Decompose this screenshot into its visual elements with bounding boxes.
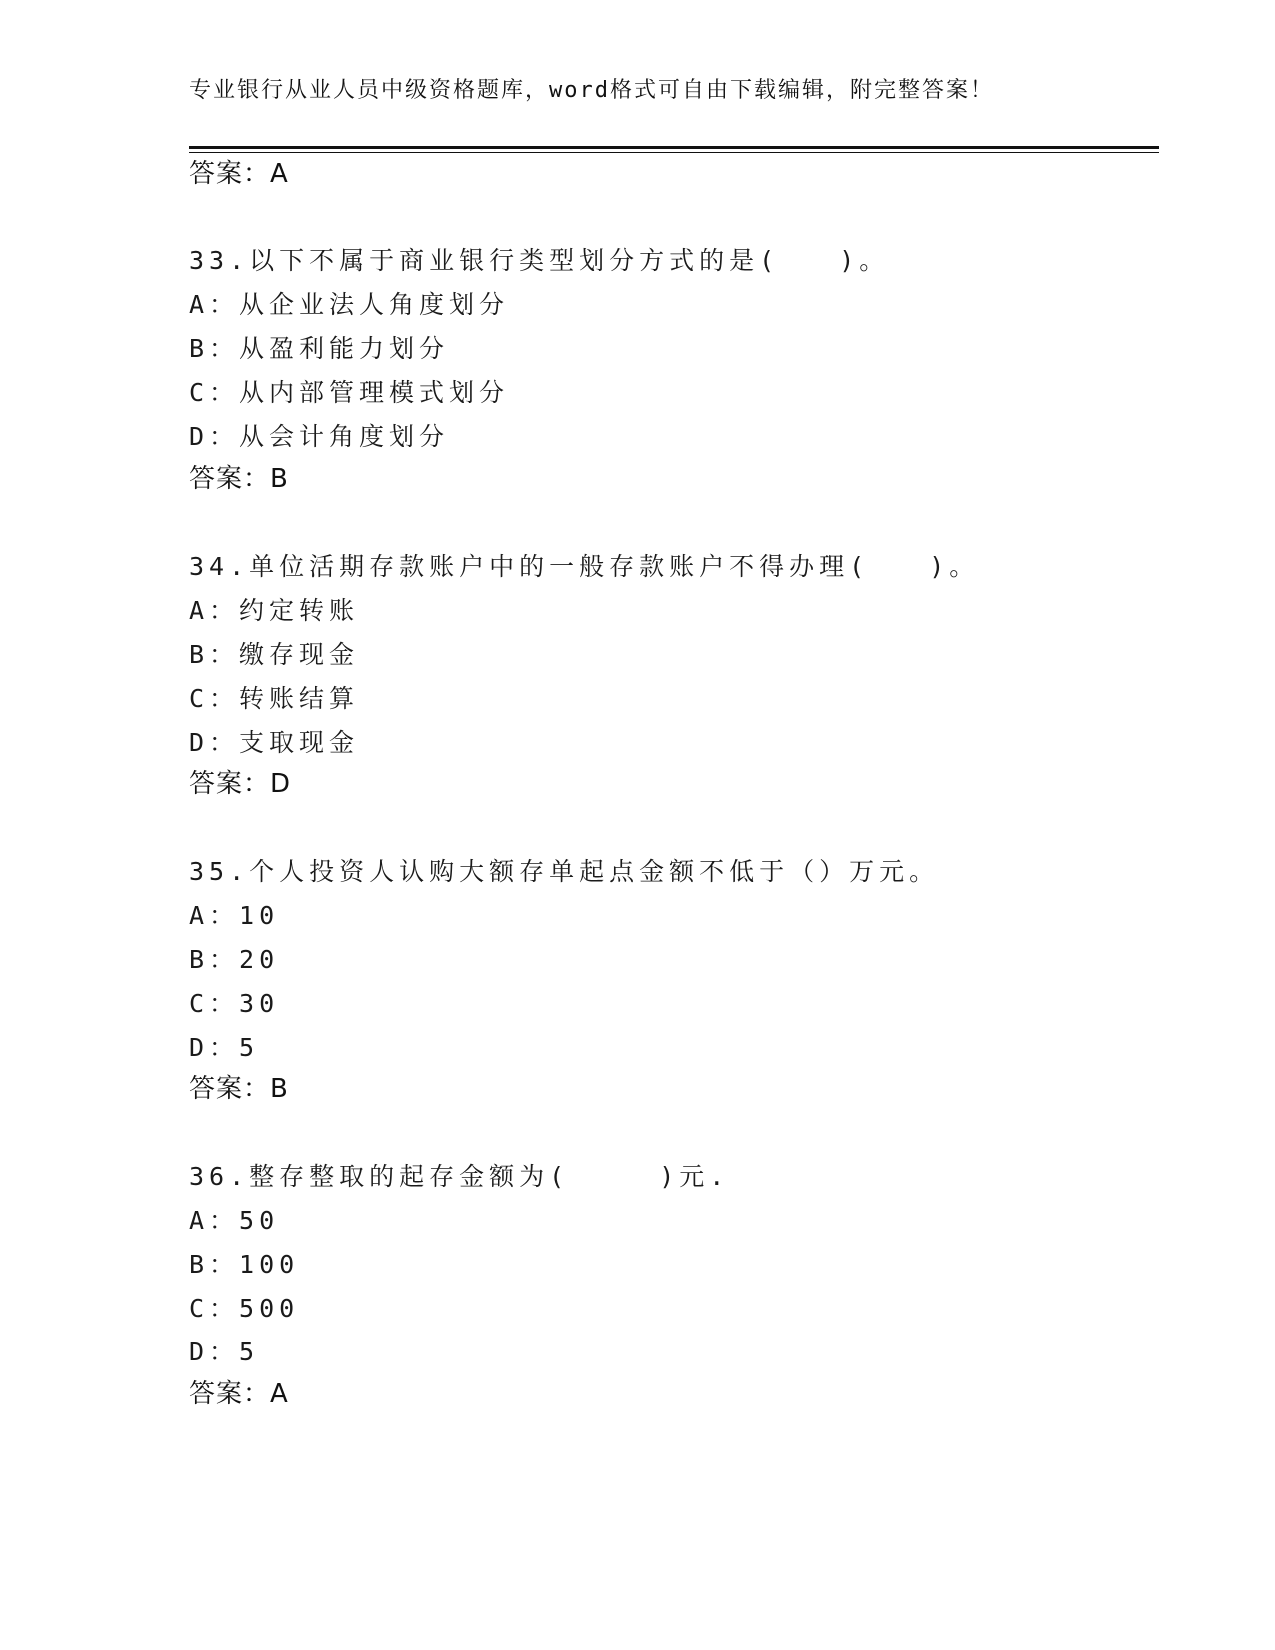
option-d: D：5 xyxy=(189,1337,260,1366)
question-stem: 36.整存整取的起存金额为( )元. xyxy=(189,1162,730,1191)
option-b: B：20 xyxy=(189,945,280,974)
page-header: 专业银行从业人员中级资格题库，word格式可自由下载编辑，附完整答案！ xyxy=(189,78,994,103)
option-c: C：转账结算 xyxy=(189,684,360,713)
option-a: A：约定转账 xyxy=(189,596,360,625)
option-d: D：支取现金 xyxy=(189,728,360,757)
option-d: D：5 xyxy=(189,1033,260,1062)
option-c: C：500 xyxy=(189,1294,300,1323)
question-answer: 答案：D xyxy=(189,769,292,799)
previous-answer: 答案：A xyxy=(189,159,289,189)
question-stem: 34.单位活期存款账户中的一般存款账户不得办理( )。 xyxy=(189,552,980,581)
option-b: B：缴存现金 xyxy=(189,640,360,669)
option-d: D：从会计角度划分 xyxy=(189,422,450,451)
question-stem: 35.个人投资人认购大额存单起点金额不低于（）万元。 xyxy=(189,857,940,886)
header-rule-thin xyxy=(189,152,1159,153)
option-a: A：10 xyxy=(189,901,280,930)
question-answer: 答案：A xyxy=(189,1379,289,1409)
question-answer: 答案：B xyxy=(189,1074,289,1104)
option-a: A：从企业法人角度划分 xyxy=(189,290,510,319)
option-a: A：50 xyxy=(189,1206,280,1235)
question-stem: 33.以下不属于商业银行类型划分方式的是( )。 xyxy=(189,246,890,275)
option-b: B：100 xyxy=(189,1250,300,1279)
option-c: C：30 xyxy=(189,989,280,1018)
question-answer: 答案：B xyxy=(189,464,289,494)
option-b: B：从盈利能力划分 xyxy=(189,334,450,363)
header-rule-thick xyxy=(189,146,1159,149)
option-c: C：从内部管理模式划分 xyxy=(189,378,510,407)
